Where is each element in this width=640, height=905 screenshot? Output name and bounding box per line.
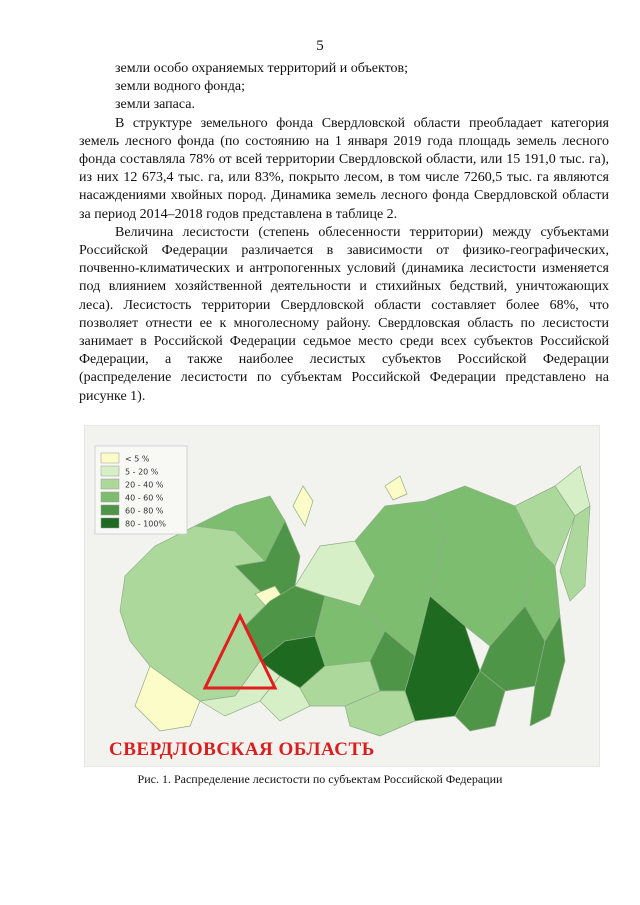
figure-caption: Рис. 1. Распределение лесистости по субъектам Российской Федерации [137,772,503,786]
paragraph-land-structure: В структуре земельного фонда Свердловской области преобладает категория земель лесного фонда (по состоянию на 1 января 2019 года площадь земель лесного фонда составляла 78% от всей территории Свердловской области, или 15 191,0 тыс. га), из них 12 673,4 тыс. га, или 83%, покрыто лесом, в том числе 7260,5 тыс. га являются насаждениями хвойных пород. Динамика земель лесного фонда Свердловской области за период 2014–2018 годов представлена в таблице 2. [79,115,609,222]
legend-swatch [101,505,119,515]
legend-swatch [101,492,119,502]
paragraph-forest-cover: Величина лесистости (степень облесенности территории) между субъектами Российской Федерации различается в зависимости от физико-географических, почвенно-климатических и антропогенных условий (динамика лесистости изменяется под влиянием хозяйственной деятельности и стихийных бедствий, уничтожающих леса). Лесистость территории Свердловской области составляет более 68%, что позволяет отнести ее к многолесному району. Свердловская область по лесистости занимает в Российской Федерации седьмое место среди всех субъектов Российской Федерации, а также наиболее лесистых субъектов Российской Федерации (распределение лесистости по субъектам Российской Федерации представлено на рисунке 1). [79,224,609,404]
page-number: 5 [316,38,324,54]
region-label: СВЕРДЛОВСКАЯ ОБЛАСТЬ [109,739,375,760]
legend-label: < 5 % [125,454,150,464]
legend-label: 5 - 20 % [125,467,159,477]
list-item: земли запаса. [115,97,195,113]
legend-swatch [101,479,119,489]
legend-swatch [101,453,119,463]
legend-label: 60 - 80 % [125,506,164,516]
map-region-west [120,526,270,701]
legend-label: 20 - 40 % [125,480,164,490]
list-item: земли водного фонда; [115,79,245,95]
legend-label: 40 - 60 % [125,493,164,503]
legend-swatch [101,466,119,476]
map-regions [120,466,590,736]
forest-cover-map-figure [84,425,600,767]
document-body [79,60,609,406]
russia-forest-map [85,426,599,766]
legend-label: 80 - 100% [125,519,167,529]
legend-swatch [101,518,119,528]
map-legend [95,446,187,534]
list-item: земли особо охраняемых территорий и объектов; [115,61,409,76]
map-islands-novaya-zemlya [293,486,313,526]
map-islands-severnaya [385,476,407,500]
